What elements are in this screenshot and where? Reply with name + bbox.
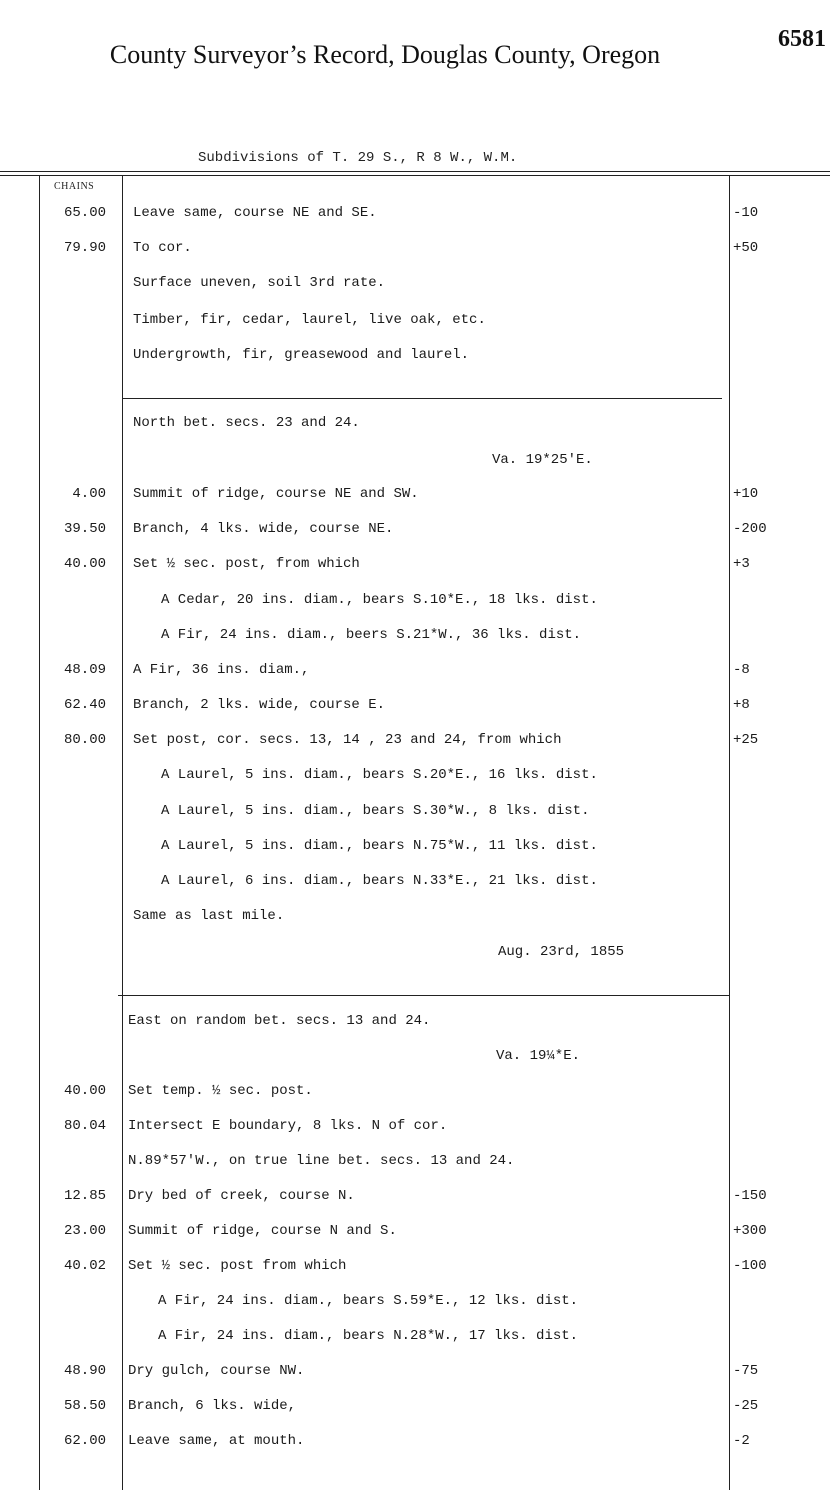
table-row <box>0 1188 830 1210</box>
table-row <box>0 347 830 369</box>
chain-value: 62.00 <box>63 1433 106 1449</box>
chain-value: 4.00 <box>72 486 106 502</box>
table-row <box>0 697 830 719</box>
elevation-value: -100 <box>733 1258 767 1274</box>
table-row <box>0 452 830 474</box>
entry-text: Same as last mile. <box>133 908 285 924</box>
table-row <box>0 627 830 649</box>
chain-value: 58.50 <box>63 1398 106 1414</box>
entry-text: A Fir, 24 ins. diam., beers S.21*W., 36 lks. dist. <box>161 627 582 643</box>
entry-text: A Fir, 36 ins. diam., <box>133 662 310 678</box>
table-row <box>0 803 830 825</box>
chain-value: 39.50 <box>63 521 106 537</box>
chain-value: 48.90 <box>63 1363 106 1379</box>
table-row <box>0 1433 830 1455</box>
chain-value: 40.00 <box>63 1083 106 1099</box>
table-row <box>0 1083 830 1105</box>
table-row <box>0 944 830 966</box>
chain-value: 80.04 <box>63 1118 106 1134</box>
elevation-value: -25 <box>733 1398 759 1414</box>
top-rule <box>0 171 830 172</box>
chains-column-header: CHAINS <box>54 181 95 192</box>
table-row <box>0 312 830 334</box>
table-row <box>0 662 830 684</box>
table-row <box>0 486 830 508</box>
elevation-value: -8 <box>733 662 750 678</box>
entry-text: Set ½ sec. post, from which <box>133 556 360 572</box>
entry-text: Va. 19*25'E. <box>492 452 593 468</box>
table-row <box>0 592 830 614</box>
entry-text: To cor. <box>133 240 192 256</box>
table-row <box>0 873 830 895</box>
table-row <box>0 1118 830 1140</box>
elevation-value: -200 <box>733 521 767 537</box>
table-row <box>0 1223 830 1245</box>
entry-text: Va. 19¼*E. <box>496 1048 581 1064</box>
entry-text: A Fir, 24 ins. diam., bears S.59*E., 12 lks. dist. <box>158 1293 579 1309</box>
table-row <box>0 1328 830 1350</box>
entry-text: Summit of ridge, course N and S. <box>128 1223 397 1239</box>
entry-text: A Fir, 24 ins. diam., bears N.28*W., 17 lks. dist. <box>158 1328 579 1344</box>
chain-value: 12.85 <box>63 1188 106 1204</box>
table-row <box>0 1013 830 1035</box>
table-row <box>0 1258 830 1280</box>
entry-text: Surface uneven, soil 3rd rate. <box>133 275 386 291</box>
entry-text: A Laurel, 5 ins. diam., bears S.20*E., 16 lks. dist. <box>161 767 598 783</box>
entry-text: Intersect E boundary, 8 lks. N of cor. <box>128 1118 448 1134</box>
entry-text: Branch, 2 lks. wide, course E. <box>133 697 386 713</box>
table-row <box>0 908 830 930</box>
entry-text: A Laurel, 5 ins. diam., bears S.30*W., 8 lks. dist. <box>161 803 590 819</box>
elevation-value: +10 <box>733 486 759 502</box>
entry-text: Dry bed of creek, course N. <box>128 1188 355 1204</box>
table-row <box>0 521 830 543</box>
elevation-value: +3 <box>733 556 750 572</box>
chain-value: 48.09 <box>63 662 106 678</box>
table-row <box>0 838 830 860</box>
table-row <box>0 1153 830 1175</box>
section-subtitle: Subdivisions of T. 29 S., R 8 W., W.M. <box>198 150 518 166</box>
entry-text: Set post, cor. secs. 13, 14 , 23 and 24, from which <box>133 732 562 748</box>
table-row <box>0 1363 830 1385</box>
chain-value: 79.90 <box>63 240 106 256</box>
page-number: 6581 <box>778 26 826 52</box>
chain-value: 80.00 <box>63 732 106 748</box>
elevation-value: -10 <box>733 205 759 221</box>
table-row <box>0 205 830 227</box>
elevation-value: -2 <box>733 1433 750 1449</box>
chain-value: 40.02 <box>63 1258 106 1274</box>
entry-text: Set temp. ½ sec. post. <box>128 1083 313 1099</box>
section-divider-2 <box>118 995 729 996</box>
entry-text: Dry gulch, course NW. <box>128 1363 305 1379</box>
entry-text: Branch, 4 lks. wide, course NE. <box>133 521 394 537</box>
elevation-value: -75 <box>733 1363 759 1379</box>
entry-text: Aug. 23rd, 1855 <box>498 944 625 960</box>
entry-text: A Laurel, 6 ins. diam., bears N.33*E., 21 lks. dist. <box>161 873 598 889</box>
entry-text: Leave same, course NE and SE. <box>133 205 377 221</box>
entry-text: A Cedar, 20 ins. diam., bears S.10*E., 18 lks. dist. <box>161 592 598 608</box>
entry-text: East on random bet. secs. 13 and 24. <box>128 1013 431 1029</box>
chain-value: 23.00 <box>63 1223 106 1239</box>
entry-text: Leave same, at mouth. <box>128 1433 305 1449</box>
entry-text: Undergrowth, fir, greasewood and laurel. <box>133 347 470 363</box>
elevation-value: -150 <box>733 1188 767 1204</box>
entry-text: Summit of ridge, course NE and SW. <box>133 486 419 502</box>
table-row <box>0 1048 830 1070</box>
entry-text: A Laurel, 5 ins. diam., bears N.75*W., 11 lks. dist. <box>161 838 598 854</box>
chain-value: 62.40 <box>63 697 106 713</box>
entry-text: Timber, fir, cedar, laurel, live oak, etc. <box>133 312 486 328</box>
page-title: County Surveyor’s Record, Douglas County, Oregon <box>109 40 661 69</box>
table-row <box>0 732 830 754</box>
table-row <box>0 556 830 578</box>
elevation-value: +25 <box>733 732 759 748</box>
elevation-value: +300 <box>733 1223 767 1239</box>
table-row <box>0 767 830 789</box>
table-row <box>0 240 830 262</box>
table-row <box>0 275 830 297</box>
table-row <box>0 415 830 437</box>
entry-text: Branch, 6 lks. wide, <box>128 1398 297 1414</box>
entry-text: Set ½ sec. post from which <box>128 1258 347 1274</box>
elevation-value: +8 <box>733 697 750 713</box>
entry-text: North bet. secs. 23 and 24. <box>133 415 360 431</box>
chain-value: 65.00 <box>63 205 106 221</box>
table-row <box>0 1398 830 1420</box>
top-rule-double <box>0 175 830 176</box>
chain-value: 40.00 <box>63 556 106 572</box>
section-divider-1 <box>122 398 722 399</box>
table-row <box>0 1293 830 1315</box>
entry-text: N.89*57'W., on true line bet. secs. 13 and 24. <box>128 1153 515 1169</box>
elevation-value: +50 <box>733 240 759 256</box>
